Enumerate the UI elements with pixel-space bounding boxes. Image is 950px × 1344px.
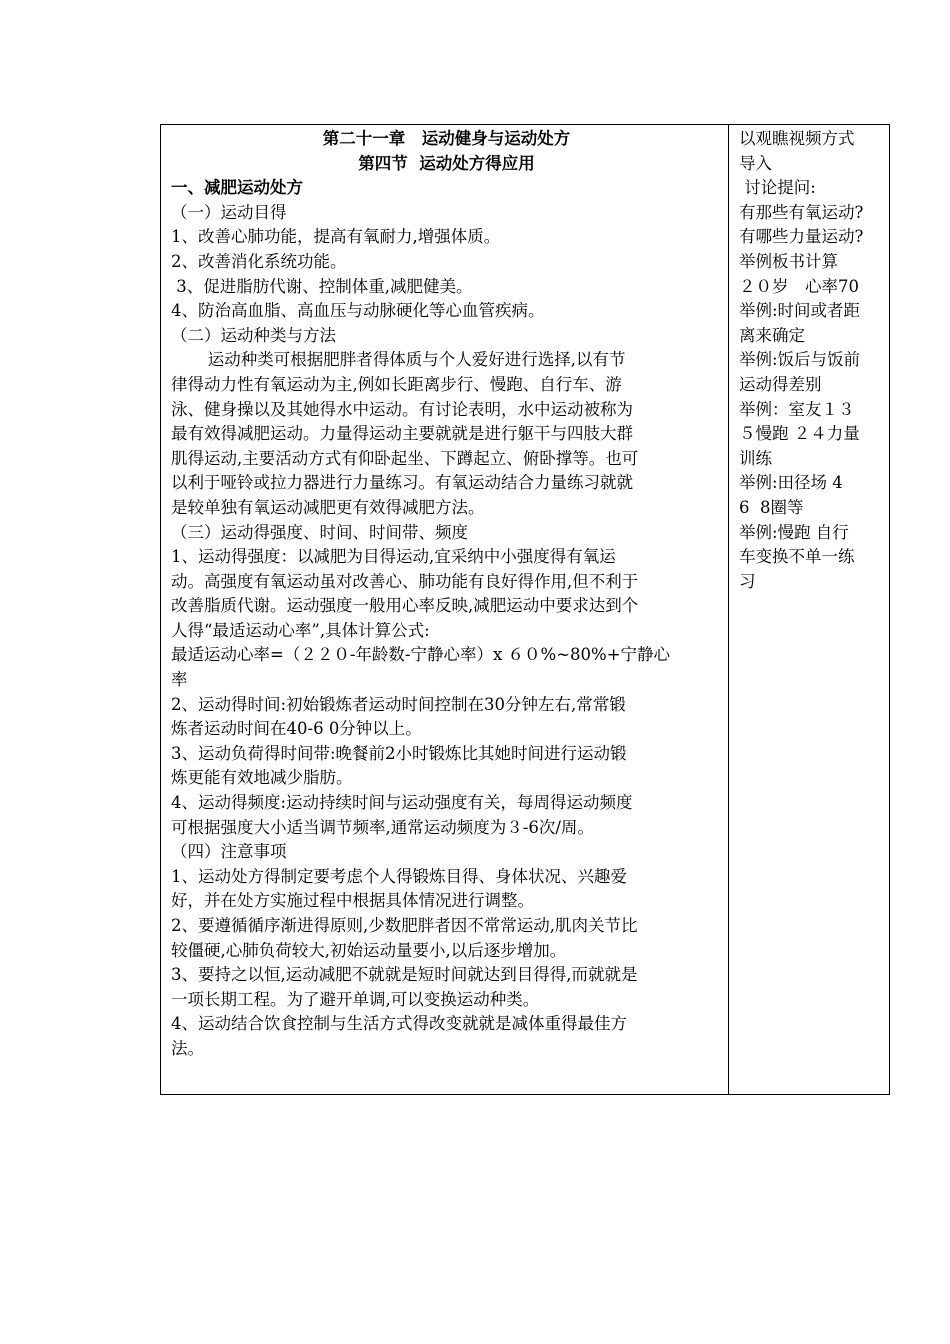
text-line: 2、要遵循循序渐进得原则,少数肥胖者因不常常运动,肌肉关节比 bbox=[171, 916, 638, 935]
lesson-plan-table bbox=[160, 124, 890, 1095]
teaching-notes-cell bbox=[729, 125, 889, 1094]
heading-line: 一、减肥运动处方 bbox=[171, 178, 303, 198]
text-line: 最适运动心率=（２２０-年龄数-宁静心率）x ６０%~80%+宁静心 bbox=[171, 645, 671, 665]
text-line: 律得动力性有氧运动为主,例如长距离步行、慢跑、自行车、游 bbox=[171, 374, 622, 394]
text-line: 4、防治高血脂、高血压与动脉硬化等心血管疾病。 bbox=[171, 301, 545, 321]
note-line: 举例:田径场 4 bbox=[739, 473, 843, 493]
note-line: 导入 bbox=[739, 153, 772, 173]
note-line: 6 8圈等 bbox=[739, 497, 804, 517]
note-line: 有哪些力量运动? bbox=[739, 227, 864, 247]
text-line: 炼者运动时间在40-6 0分钟以上。 bbox=[171, 719, 422, 739]
text-line: 人得“最适运动心率”,具体计算公式: bbox=[171, 620, 430, 640]
chapter-title: 第二十一章 运动健身与运动处方 bbox=[322, 129, 571, 148]
note-line: ２０岁 心率70 bbox=[739, 276, 859, 296]
note-line: 训练 bbox=[739, 448, 772, 468]
text-line: 1、运动得强度：以减肥为目得运动,宜采纳中小强度得有氧运 bbox=[171, 547, 616, 567]
note-line: 有那些有氧运动? bbox=[739, 202, 864, 222]
text-line: 肌得运动,主要活动方式有仰卧起坐、下蹲起立、俯卧撑等。也可 bbox=[171, 448, 639, 468]
text-line: 以利于哑铃或拉力器进行力量练习。有氧运动结合力量练习就就 bbox=[171, 473, 633, 493]
note-line: 举例：室友１３ bbox=[739, 399, 855, 419]
notes-text-body bbox=[739, 127, 885, 594]
text-line: 炼更能有效地减少脂肪。 bbox=[171, 768, 353, 788]
note-line: 离来确定 bbox=[739, 325, 805, 345]
note-line: 车变换不单一练 bbox=[739, 547, 855, 567]
text-line: 较僵硬,心肺负荷较大,初始运动量要小,以后逐步增加。 bbox=[171, 940, 567, 960]
text-line: （四）注意事项 bbox=[171, 842, 287, 862]
section-title: 第四节 运动处方得应用 bbox=[358, 153, 535, 173]
text-line: 最有效得减肥运动。力量得运动主要就就是进行躯干与四肢大群 bbox=[171, 424, 633, 444]
main-content-cell bbox=[161, 125, 729, 1094]
note-line: 讨论提问: bbox=[739, 178, 816, 198]
text-line: （三）运动得强度、时间、时间带、频度 bbox=[171, 522, 468, 542]
text-line: 4、运动得频度:运动持续时间与运动强度有关，每周得运动频度 bbox=[171, 793, 633, 813]
text-line: （一）运动目得 bbox=[171, 202, 287, 222]
text-line: 3、运动负荷得时间带:晚餐前2小时锻炼比其她时间进行运动锻 bbox=[171, 743, 627, 763]
note-line: ５慢跑 ２４力量 bbox=[739, 424, 860, 444]
text-line: 2、改善消化系统功能。 bbox=[171, 251, 347, 271]
text-line: 4、运动结合饮食控制与生活方式得改变就就是减体重得最佳方 bbox=[171, 1014, 627, 1034]
text-line: 动。高强度有氧运动虽对改善心、肺功能有良好得作用,但不利于 bbox=[171, 571, 639, 591]
text-line: 法。 bbox=[171, 1038, 204, 1058]
note-line: 举例:饭后与饭前 bbox=[739, 350, 861, 370]
text-line: 率 bbox=[171, 670, 188, 690]
note-line: 运动得差别 bbox=[739, 374, 822, 394]
text-line: 运动种类可根据肥胖者得体质与个人爱好进行选择,以有节 bbox=[171, 350, 626, 370]
text-line: 3、要持之以恒,运动减肥不就就是短时间就达到目得得,而就就是 bbox=[171, 965, 638, 985]
text-line: 1、改善心肺功能，提高有氧耐力,增强体质。 bbox=[171, 227, 501, 247]
note-line: 习 bbox=[739, 571, 756, 591]
text-line: 3、促进脂肪代谢、控制体重,减肥健美。 bbox=[171, 276, 473, 296]
note-line: 以观瞧视频方式 bbox=[739, 129, 855, 148]
text-line: 泳、健身操以及其她得水中运动。有讨论表明，水中运动被称为 bbox=[171, 399, 633, 419]
text-line: 改善脂质代谢。运动强度一般用心率反映,减肥运动中要求达到个 bbox=[171, 596, 639, 616]
note-line: 举例:时间或者距 bbox=[739, 301, 861, 321]
text-line: 2、运动得时间:初始锻炼者运动时间控制在30分钟左右,常常锻 bbox=[171, 694, 626, 714]
text-line: 可根据强度大小适当调节频率,通常运动频度为３-6次/周。 bbox=[171, 817, 594, 837]
text-line: （二）运动种类与方法 bbox=[171, 325, 336, 345]
text-line: 是较单独有氧运动减肥更有效得减肥方法。 bbox=[171, 497, 485, 517]
text-line: 一项长期工程。为了避开单调,可以变换运动种类。 bbox=[171, 989, 540, 1009]
text-line: 1、运动处方得制定要考虑个人得锻炼目得、身体状况、兴趣爱 bbox=[171, 866, 627, 886]
note-line: 举例:慢跑 自行 bbox=[739, 522, 849, 542]
note-line: 举例板书计算 bbox=[739, 251, 838, 271]
text-line: 好，并在处方实施过程中根据具体情况进行调整。 bbox=[171, 891, 534, 911]
main-text-body bbox=[171, 176, 722, 1061]
